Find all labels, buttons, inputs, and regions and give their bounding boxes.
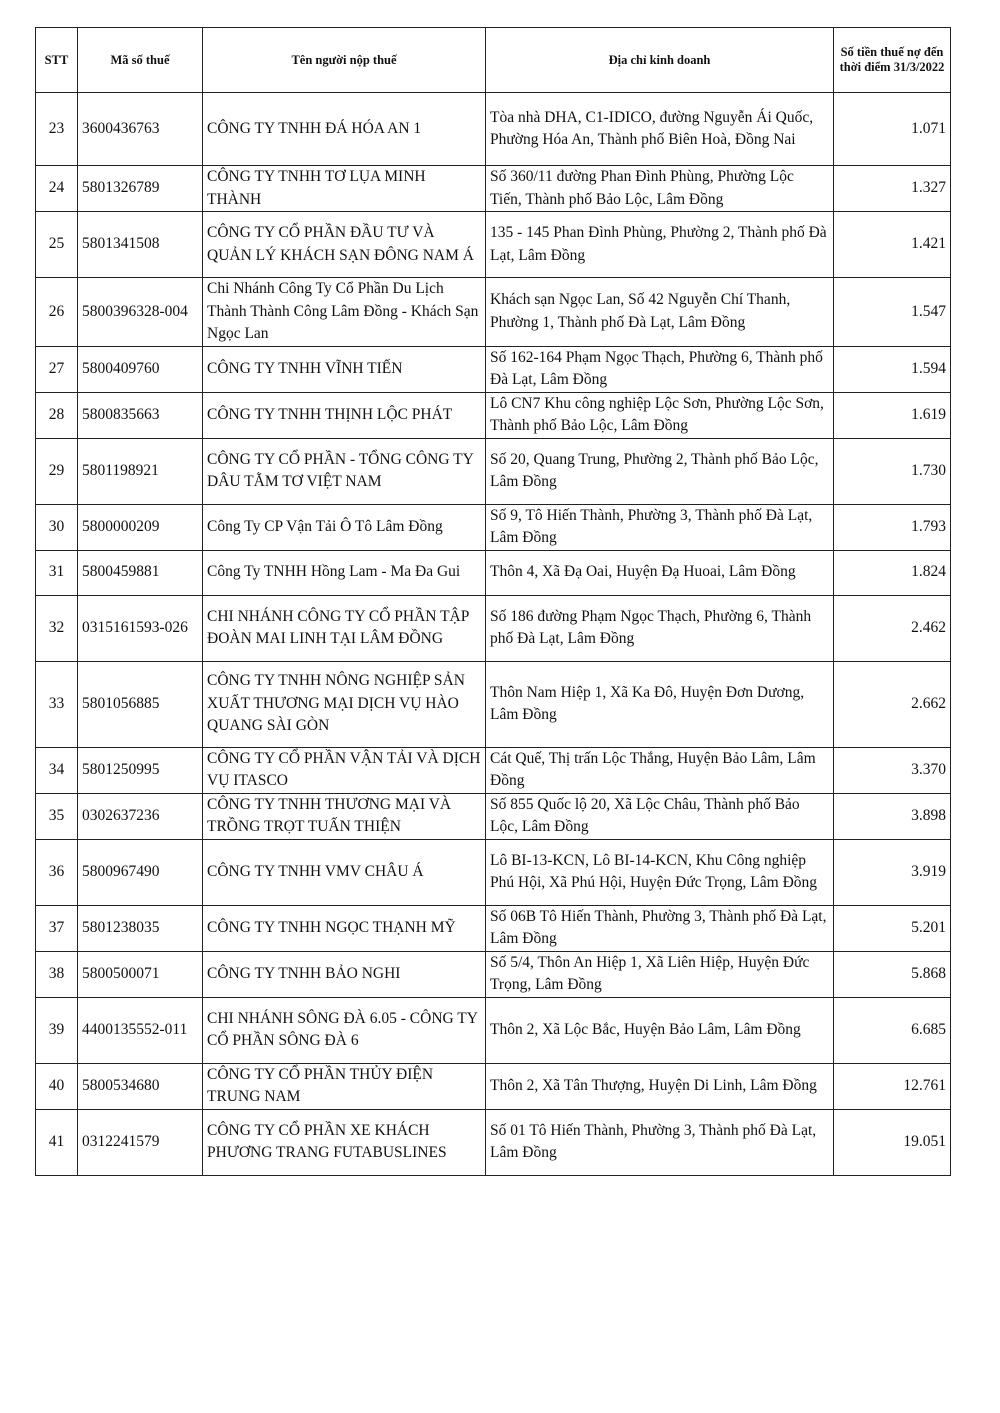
row-amount: 5.868 xyxy=(834,951,951,997)
row-business-address: Số 20, Quang Trung, Phường 2, Thành phố Bảo Lộc, Lâm Đồng xyxy=(486,438,834,504)
row-stt: 30 xyxy=(36,504,78,550)
row-amount: 1.619 xyxy=(834,392,951,438)
row-tax-code: 0315161593-026 xyxy=(78,595,203,661)
row-amount: 2.462 xyxy=(834,595,951,661)
row-business-address: Khách sạn Ngọc Lan, Số 42 Nguyễn Chí Thanh, Phường 1, Thành phố Đà Lạt, Lâm Đồng xyxy=(486,278,834,347)
row-tax-code: 5800000209 xyxy=(78,504,203,550)
header-amount: Số tiền thuế nợ đến thời điểm 31/3/2022 xyxy=(834,28,951,93)
row-tax-code: 5801250995 xyxy=(78,747,203,793)
row-taxpayer-name: CÔNG TY TNHH ĐÁ HÓA AN 1 xyxy=(203,93,486,166)
document-page xyxy=(35,27,950,1176)
table-row xyxy=(36,392,951,438)
row-tax-code: 4400135552-011 xyxy=(78,997,203,1063)
table-row xyxy=(36,212,951,278)
row-taxpayer-name: CÔNG TY TNHH NÔNG NGHIỆP SẢN XUẤT THƯƠNG MẠI DỊCH VỤ HÀO QUANG SÀI GÒN xyxy=(203,661,486,747)
table-row xyxy=(36,905,951,951)
row-business-address: Cát Quế, Thị trấn Lộc Thắng, Huyện Bảo Lâm, Lâm Đồng xyxy=(486,747,834,793)
row-tax-code: 5800459881 xyxy=(78,550,203,595)
tax-debt-table xyxy=(35,27,951,1176)
row-stt: 26 xyxy=(36,278,78,347)
row-stt: 37 xyxy=(36,905,78,951)
row-taxpayer-name: CÔNG TY TNHH THƯƠNG MẠI VÀ TRỒNG TRỌT TUẤN THIỆN xyxy=(203,793,486,839)
row-tax-code: 0312241579 xyxy=(78,1109,203,1175)
row-tax-code: 5801341508 xyxy=(78,212,203,278)
row-taxpayer-name: CHI NHÁNH SÔNG ĐÀ 6.05 - CÔNG TY CỔ PHẦN SÔNG ĐÀ 6 xyxy=(203,997,486,1063)
row-tax-code: 5800500071 xyxy=(78,951,203,997)
row-amount: 1.730 xyxy=(834,438,951,504)
row-business-address: Thôn 2, Xã Tân Thượng, Huyện Di Linh, Lâm Đồng xyxy=(486,1063,834,1109)
row-stt: 29 xyxy=(36,438,78,504)
row-tax-code: 5800967490 xyxy=(78,839,203,905)
row-tax-code: 5801238035 xyxy=(78,905,203,951)
header-taxpayer-name: Tên người nộp thuế xyxy=(203,28,486,93)
row-tax-code: 3600436763 xyxy=(78,93,203,166)
row-business-address: Thôn Nam Hiệp 1, Xã Ka Đô, Huyện Đơn Dương, Lâm Đồng xyxy=(486,661,834,747)
row-taxpayer-name: CÔNG TY TNHH THỊNH LỘC PHÁT xyxy=(203,392,486,438)
row-taxpayer-name: CÔNG TY CỔ PHẦN THỦY ĐIỆN TRUNG NAM xyxy=(203,1063,486,1109)
row-amount: 1.793 xyxy=(834,504,951,550)
row-taxpayer-name: CÔNG TY TNHH VMV CHÂU Á xyxy=(203,839,486,905)
row-amount: 6.685 xyxy=(834,997,951,1063)
row-stt: 24 xyxy=(36,166,78,212)
row-stt: 23 xyxy=(36,93,78,166)
row-business-address: Số 186 đường Phạm Ngọc Thạch, Phường 6, Thành phố Đà Lạt, Lâm Đồng xyxy=(486,595,834,661)
row-amount: 1.594 xyxy=(834,346,951,392)
row-stt: 39 xyxy=(36,997,78,1063)
header-tax-code: Mã số thuế xyxy=(78,28,203,93)
row-tax-code: 5801326789 xyxy=(78,166,203,212)
table-row xyxy=(36,1063,951,1109)
row-stt: 31 xyxy=(36,550,78,595)
row-stt: 34 xyxy=(36,747,78,793)
row-tax-code: 5800534680 xyxy=(78,1063,203,1109)
row-business-address: Số 855 Quốc lộ 20, Xã Lộc Châu, Thành phố Bảo Lộc, Lâm Đồng xyxy=(486,793,834,839)
row-stt: 38 xyxy=(36,951,78,997)
table-row xyxy=(36,278,951,347)
table-row xyxy=(36,951,951,997)
row-taxpayer-name: CÔNG TY CỔ PHẦN VẬN TẢI VÀ DỊCH VỤ ITASCO xyxy=(203,747,486,793)
table-row xyxy=(36,747,951,793)
row-business-address: Số 5/4, Thôn An Hiệp 1, Xã Liên Hiệp, Huyện Đức Trọng, Lâm Đồng xyxy=(486,951,834,997)
table-row xyxy=(36,793,951,839)
table-row xyxy=(36,595,951,661)
row-tax-code: 5801198921 xyxy=(78,438,203,504)
row-taxpayer-name: Chi Nhánh Công Ty Cổ Phần Du Lịch Thành Thành Công Lâm Đồng - Khách Sạn Ngọc Lan xyxy=(203,278,486,347)
row-amount: 12.761 xyxy=(834,1063,951,1109)
row-stt: 25 xyxy=(36,212,78,278)
row-amount: 1.547 xyxy=(834,278,951,347)
row-amount: 5.201 xyxy=(834,905,951,951)
row-business-address: Số 9, Tô Hiến Thành, Phường 3, Thành phố Đà Lạt, Lâm Đồng xyxy=(486,504,834,550)
row-stt: 36 xyxy=(36,839,78,905)
table-row xyxy=(36,1109,951,1175)
table-row xyxy=(36,438,951,504)
row-taxpayer-name: CÔNG TY CỔ PHẦN - TỔNG CÔNG TY DÂU TẰM TƠ VIỆT NAM xyxy=(203,438,486,504)
row-business-address: Lô BI-13-KCN, Lô BI-14-KCN, Khu Công nghiệp Phú Hội, Xã Phú Hội, Huyện Đức Trọng, Lâm Đồng xyxy=(486,839,834,905)
row-business-address: Số 162-164 Phạm Ngọc Thạch, Phường 6, Thành phố Đà Lạt, Lâm Đồng xyxy=(486,346,834,392)
row-business-address: Thôn 2, Xã Lộc Bắc, Huyện Bảo Lâm, Lâm Đồng xyxy=(486,997,834,1063)
row-tax-code: 5801056885 xyxy=(78,661,203,747)
table-row xyxy=(36,839,951,905)
header-stt: STT xyxy=(36,28,78,93)
row-tax-code: 5800835663 xyxy=(78,392,203,438)
row-stt: 41 xyxy=(36,1109,78,1175)
row-taxpayer-name: CÔNG TY TNHH TƠ LỤA MINH THÀNH xyxy=(203,166,486,212)
table-row xyxy=(36,346,951,392)
row-taxpayer-name: Công Ty TNHH Hồng Lam - Ma Đa Gui xyxy=(203,550,486,595)
row-stt: 35 xyxy=(36,793,78,839)
table-header-row xyxy=(36,28,951,93)
table-row xyxy=(36,997,951,1063)
header-business-address: Địa chỉ kinh doanh xyxy=(486,28,834,93)
row-amount: 3.898 xyxy=(834,793,951,839)
row-amount: 1.824 xyxy=(834,550,951,595)
row-amount: 1.071 xyxy=(834,93,951,166)
row-taxpayer-name: CÔNG TY TNHH VĨNH TIẾN xyxy=(203,346,486,392)
row-taxpayer-name: CÔNG TY TNHH NGỌC THẠNH MỸ xyxy=(203,905,486,951)
row-taxpayer-name: CÔNG TY TNHH BẢO NGHI xyxy=(203,951,486,997)
table-body xyxy=(36,93,951,1176)
row-amount: 1.421 xyxy=(834,212,951,278)
row-business-address: Thôn 4, Xã Đạ Oai, Huyện Đạ Huoai, Lâm Đồng xyxy=(486,550,834,595)
row-tax-code: 5800409760 xyxy=(78,346,203,392)
row-amount: 2.662 xyxy=(834,661,951,747)
row-amount: 3.919 xyxy=(834,839,951,905)
table-row xyxy=(36,550,951,595)
row-tax-code: 5800396328-004 xyxy=(78,278,203,347)
row-business-address: 135 - 145 Phan Đình Phùng, Phường 2, Thành phố Đà Lạt, Lâm Đồng xyxy=(486,212,834,278)
row-taxpayer-name: CHI NHÁNH CÔNG TY CỔ PHẦN TẬP ĐOÀN MAI LINH TẠI LÂM ĐỒNG xyxy=(203,595,486,661)
table-row xyxy=(36,166,951,212)
table-row xyxy=(36,504,951,550)
table-row xyxy=(36,661,951,747)
row-business-address: Số 360/11 đường Phan Đình Phùng, Phường Lộc Tiến, Thành phố Bảo Lộc, Lâm Đồng xyxy=(486,166,834,212)
row-stt: 40 xyxy=(36,1063,78,1109)
row-amount: 1.327 xyxy=(834,166,951,212)
row-amount: 19.051 xyxy=(834,1109,951,1175)
row-stt: 33 xyxy=(36,661,78,747)
row-stt: 32 xyxy=(36,595,78,661)
table-row xyxy=(36,93,951,166)
row-business-address: Số 06B Tô Hiến Thành, Phường 3, Thành phố Đà Lạt, Lâm Đồng xyxy=(486,905,834,951)
row-stt: 28 xyxy=(36,392,78,438)
row-amount: 3.370 xyxy=(834,747,951,793)
row-business-address: Lô CN7 Khu công nghiệp Lộc Sơn, Phường Lộc Sơn, Thành phố Bảo Lộc, Lâm Đồng xyxy=(486,392,834,438)
row-taxpayer-name: CÔNG TY CỔ PHẦN XE KHÁCH PHƯƠNG TRANG FUTABUSLINES xyxy=(203,1109,486,1175)
row-tax-code: 0302637236 xyxy=(78,793,203,839)
row-business-address: Tòa nhà DHA, C1-IDICO, đường Nguyễn Ái Quốc, Phường Hóa An, Thành phố Biên Hoà, Đồng Nai xyxy=(486,93,834,166)
row-business-address: Số 01 Tô Hiến Thành, Phường 3, Thành phố Đà Lạt, Lâm Đồng xyxy=(486,1109,834,1175)
row-taxpayer-name: CÔNG TY CỔ PHẦN ĐẦU TƯ VÀ QUẢN LÝ KHÁCH SẠN ĐÔNG NAM Á xyxy=(203,212,486,278)
row-stt: 27 xyxy=(36,346,78,392)
row-taxpayer-name: Công Ty CP Vận Tải Ô Tô Lâm Đồng xyxy=(203,504,486,550)
